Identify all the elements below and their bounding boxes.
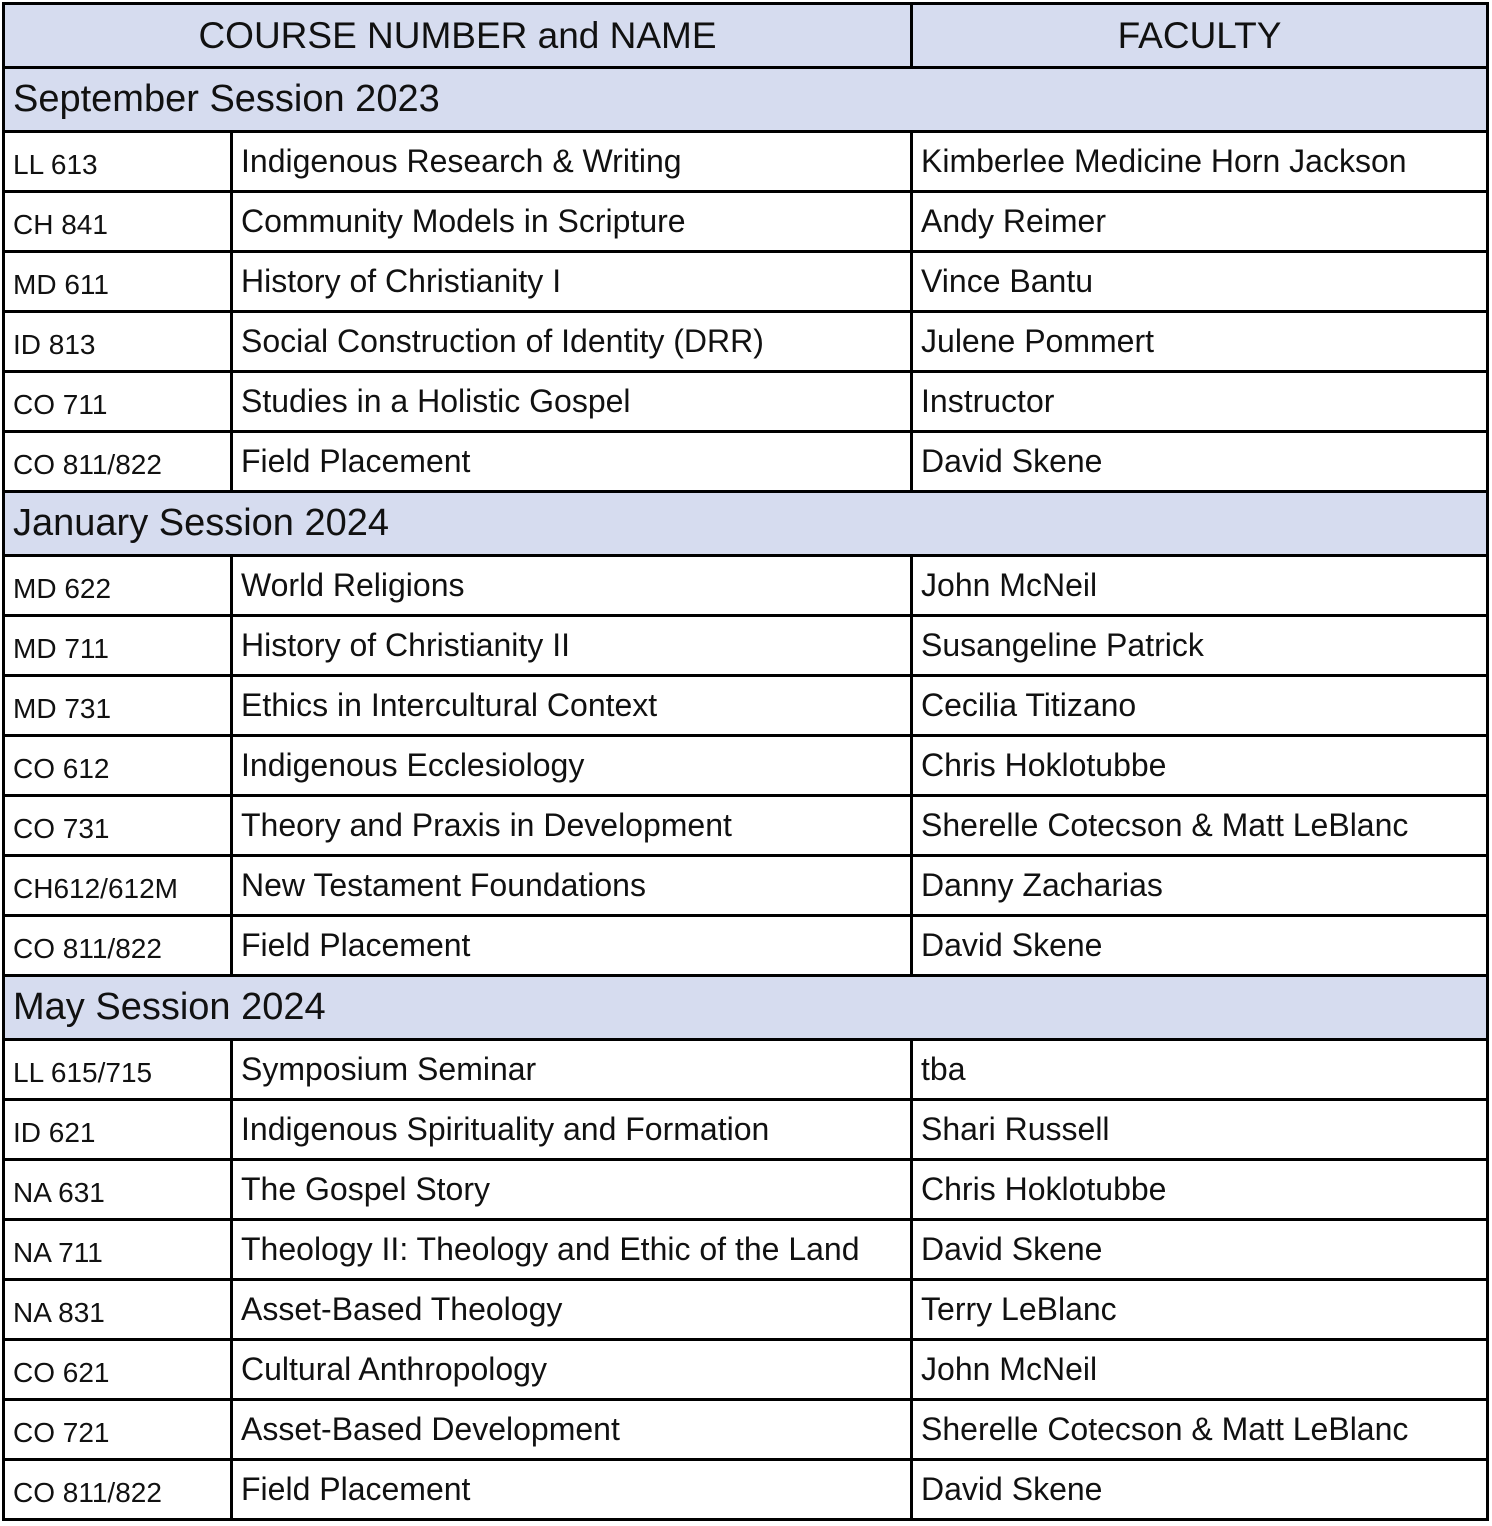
faculty-name: Chris Hoklotubbe bbox=[912, 1160, 1488, 1220]
course-table bbox=[2, 2, 1489, 1521]
course-code: ID 621 bbox=[4, 1100, 232, 1160]
faculty-name: Danny Zacharias bbox=[912, 856, 1488, 916]
course-code: CH 841 bbox=[4, 192, 232, 252]
table-row bbox=[4, 1220, 1488, 1280]
table-row bbox=[4, 736, 1488, 796]
course-name: Studies in a Holistic Gospel bbox=[232, 372, 912, 432]
course-name: Indigenous Spirituality and Formation bbox=[232, 1100, 912, 1160]
course-code: MD 622 bbox=[4, 556, 232, 616]
course-name: Social Construction of Identity (DRR) bbox=[232, 312, 912, 372]
table-row bbox=[4, 1460, 1488, 1520]
table-row bbox=[4, 556, 1488, 616]
faculty-name: Vince Bantu bbox=[912, 252, 1488, 312]
course-code: CO 811/822 bbox=[4, 1460, 232, 1520]
table-row bbox=[4, 1100, 1488, 1160]
faculty-name: David Skene bbox=[912, 432, 1488, 492]
session-header-row bbox=[4, 492, 1488, 556]
course-name: Ethics in Intercultural Context bbox=[232, 676, 912, 736]
course-schedule bbox=[2, 2, 1486, 1521]
faculty-name: Shari Russell bbox=[912, 1100, 1488, 1160]
session-title: September Session 2023 bbox=[4, 68, 1488, 132]
course-code: ID 813 bbox=[4, 312, 232, 372]
faculty-column-header: FACULTY bbox=[912, 4, 1488, 68]
table-row bbox=[4, 192, 1488, 252]
course-name: Field Placement bbox=[232, 916, 912, 976]
faculty-name: Instructor bbox=[912, 372, 1488, 432]
course-name: History of Christianity I bbox=[232, 252, 912, 312]
course-name: Asset-Based Theology bbox=[232, 1280, 912, 1340]
table-body bbox=[4, 68, 1488, 1520]
course-name: Field Placement bbox=[232, 1460, 912, 1520]
course-code: CO 612 bbox=[4, 736, 232, 796]
faculty-name: David Skene bbox=[912, 916, 1488, 976]
course-name: New Testament Foundations bbox=[232, 856, 912, 916]
session-title: May Session 2024 bbox=[4, 976, 1488, 1040]
faculty-name: Sherelle Cotecson & Matt LeBlanc bbox=[912, 796, 1488, 856]
course-name: World Religions bbox=[232, 556, 912, 616]
table-row bbox=[4, 796, 1488, 856]
course-code: CO 731 bbox=[4, 796, 232, 856]
course-code: MD 731 bbox=[4, 676, 232, 736]
course-code: MD 711 bbox=[4, 616, 232, 676]
table-row bbox=[4, 1160, 1488, 1220]
faculty-name: Andy Reimer bbox=[912, 192, 1488, 252]
faculty-name: Julene Pommert bbox=[912, 312, 1488, 372]
faculty-name: David Skene bbox=[912, 1460, 1488, 1520]
table-row bbox=[4, 132, 1488, 192]
faculty-name: Sherelle Cotecson & Matt LeBlanc bbox=[912, 1400, 1488, 1460]
course-code: CO 721 bbox=[4, 1400, 232, 1460]
faculty-name: Terry LeBlanc bbox=[912, 1280, 1488, 1340]
course-code: CO 811/822 bbox=[4, 916, 232, 976]
faculty-name: tba bbox=[912, 1040, 1488, 1100]
course-name: The Gospel Story bbox=[232, 1160, 912, 1220]
course-name: Indigenous Research & Writing bbox=[232, 132, 912, 192]
course-name: Indigenous Ecclesiology bbox=[232, 736, 912, 796]
table-row bbox=[4, 372, 1488, 432]
course-code: LL 613 bbox=[4, 132, 232, 192]
faculty-name: David Skene bbox=[912, 1220, 1488, 1280]
course-name: Theory and Praxis in Development bbox=[232, 796, 912, 856]
table-header-row bbox=[4, 4, 1488, 68]
course-name: Theology II: Theology and Ethic of the Land bbox=[232, 1220, 912, 1280]
course-name: Community Models in Scripture bbox=[232, 192, 912, 252]
faculty-name: Chris Hoklotubbe bbox=[912, 736, 1488, 796]
course-code: LL 615/715 bbox=[4, 1040, 232, 1100]
session-title: January Session 2024 bbox=[4, 492, 1488, 556]
course-name: Asset-Based Development bbox=[232, 1400, 912, 1460]
faculty-name: Susangeline Patrick bbox=[912, 616, 1488, 676]
course-code: NA 711 bbox=[4, 1220, 232, 1280]
session-header-row bbox=[4, 976, 1488, 1040]
table-row bbox=[4, 1280, 1488, 1340]
faculty-name: John McNeil bbox=[912, 556, 1488, 616]
table-row bbox=[4, 1040, 1488, 1100]
table-row bbox=[4, 312, 1488, 372]
course-name: Cultural Anthropology bbox=[232, 1340, 912, 1400]
course-code: CH612/612M bbox=[4, 856, 232, 916]
faculty-name: Cecilia Titizano bbox=[912, 676, 1488, 736]
table-row bbox=[4, 856, 1488, 916]
course-column-header: COURSE NUMBER and NAME bbox=[4, 4, 912, 68]
course-code: CO 711 bbox=[4, 372, 232, 432]
faculty-name: John McNeil bbox=[912, 1340, 1488, 1400]
course-code: MD 611 bbox=[4, 252, 232, 312]
course-code: CO 621 bbox=[4, 1340, 232, 1400]
course-name: Symposium Seminar bbox=[232, 1040, 912, 1100]
table-row bbox=[4, 1400, 1488, 1460]
table-row bbox=[4, 676, 1488, 736]
course-name: History of Christianity II bbox=[232, 616, 912, 676]
course-code: NA 831 bbox=[4, 1280, 232, 1340]
table-row bbox=[4, 252, 1488, 312]
table-row bbox=[4, 616, 1488, 676]
course-code: CO 811/822 bbox=[4, 432, 232, 492]
session-header-row bbox=[4, 68, 1488, 132]
table-row bbox=[4, 916, 1488, 976]
table-row bbox=[4, 1340, 1488, 1400]
faculty-name: Kimberlee Medicine Horn Jackson bbox=[912, 132, 1488, 192]
table-row bbox=[4, 432, 1488, 492]
course-name: Field Placement bbox=[232, 432, 912, 492]
course-code: NA 631 bbox=[4, 1160, 232, 1220]
